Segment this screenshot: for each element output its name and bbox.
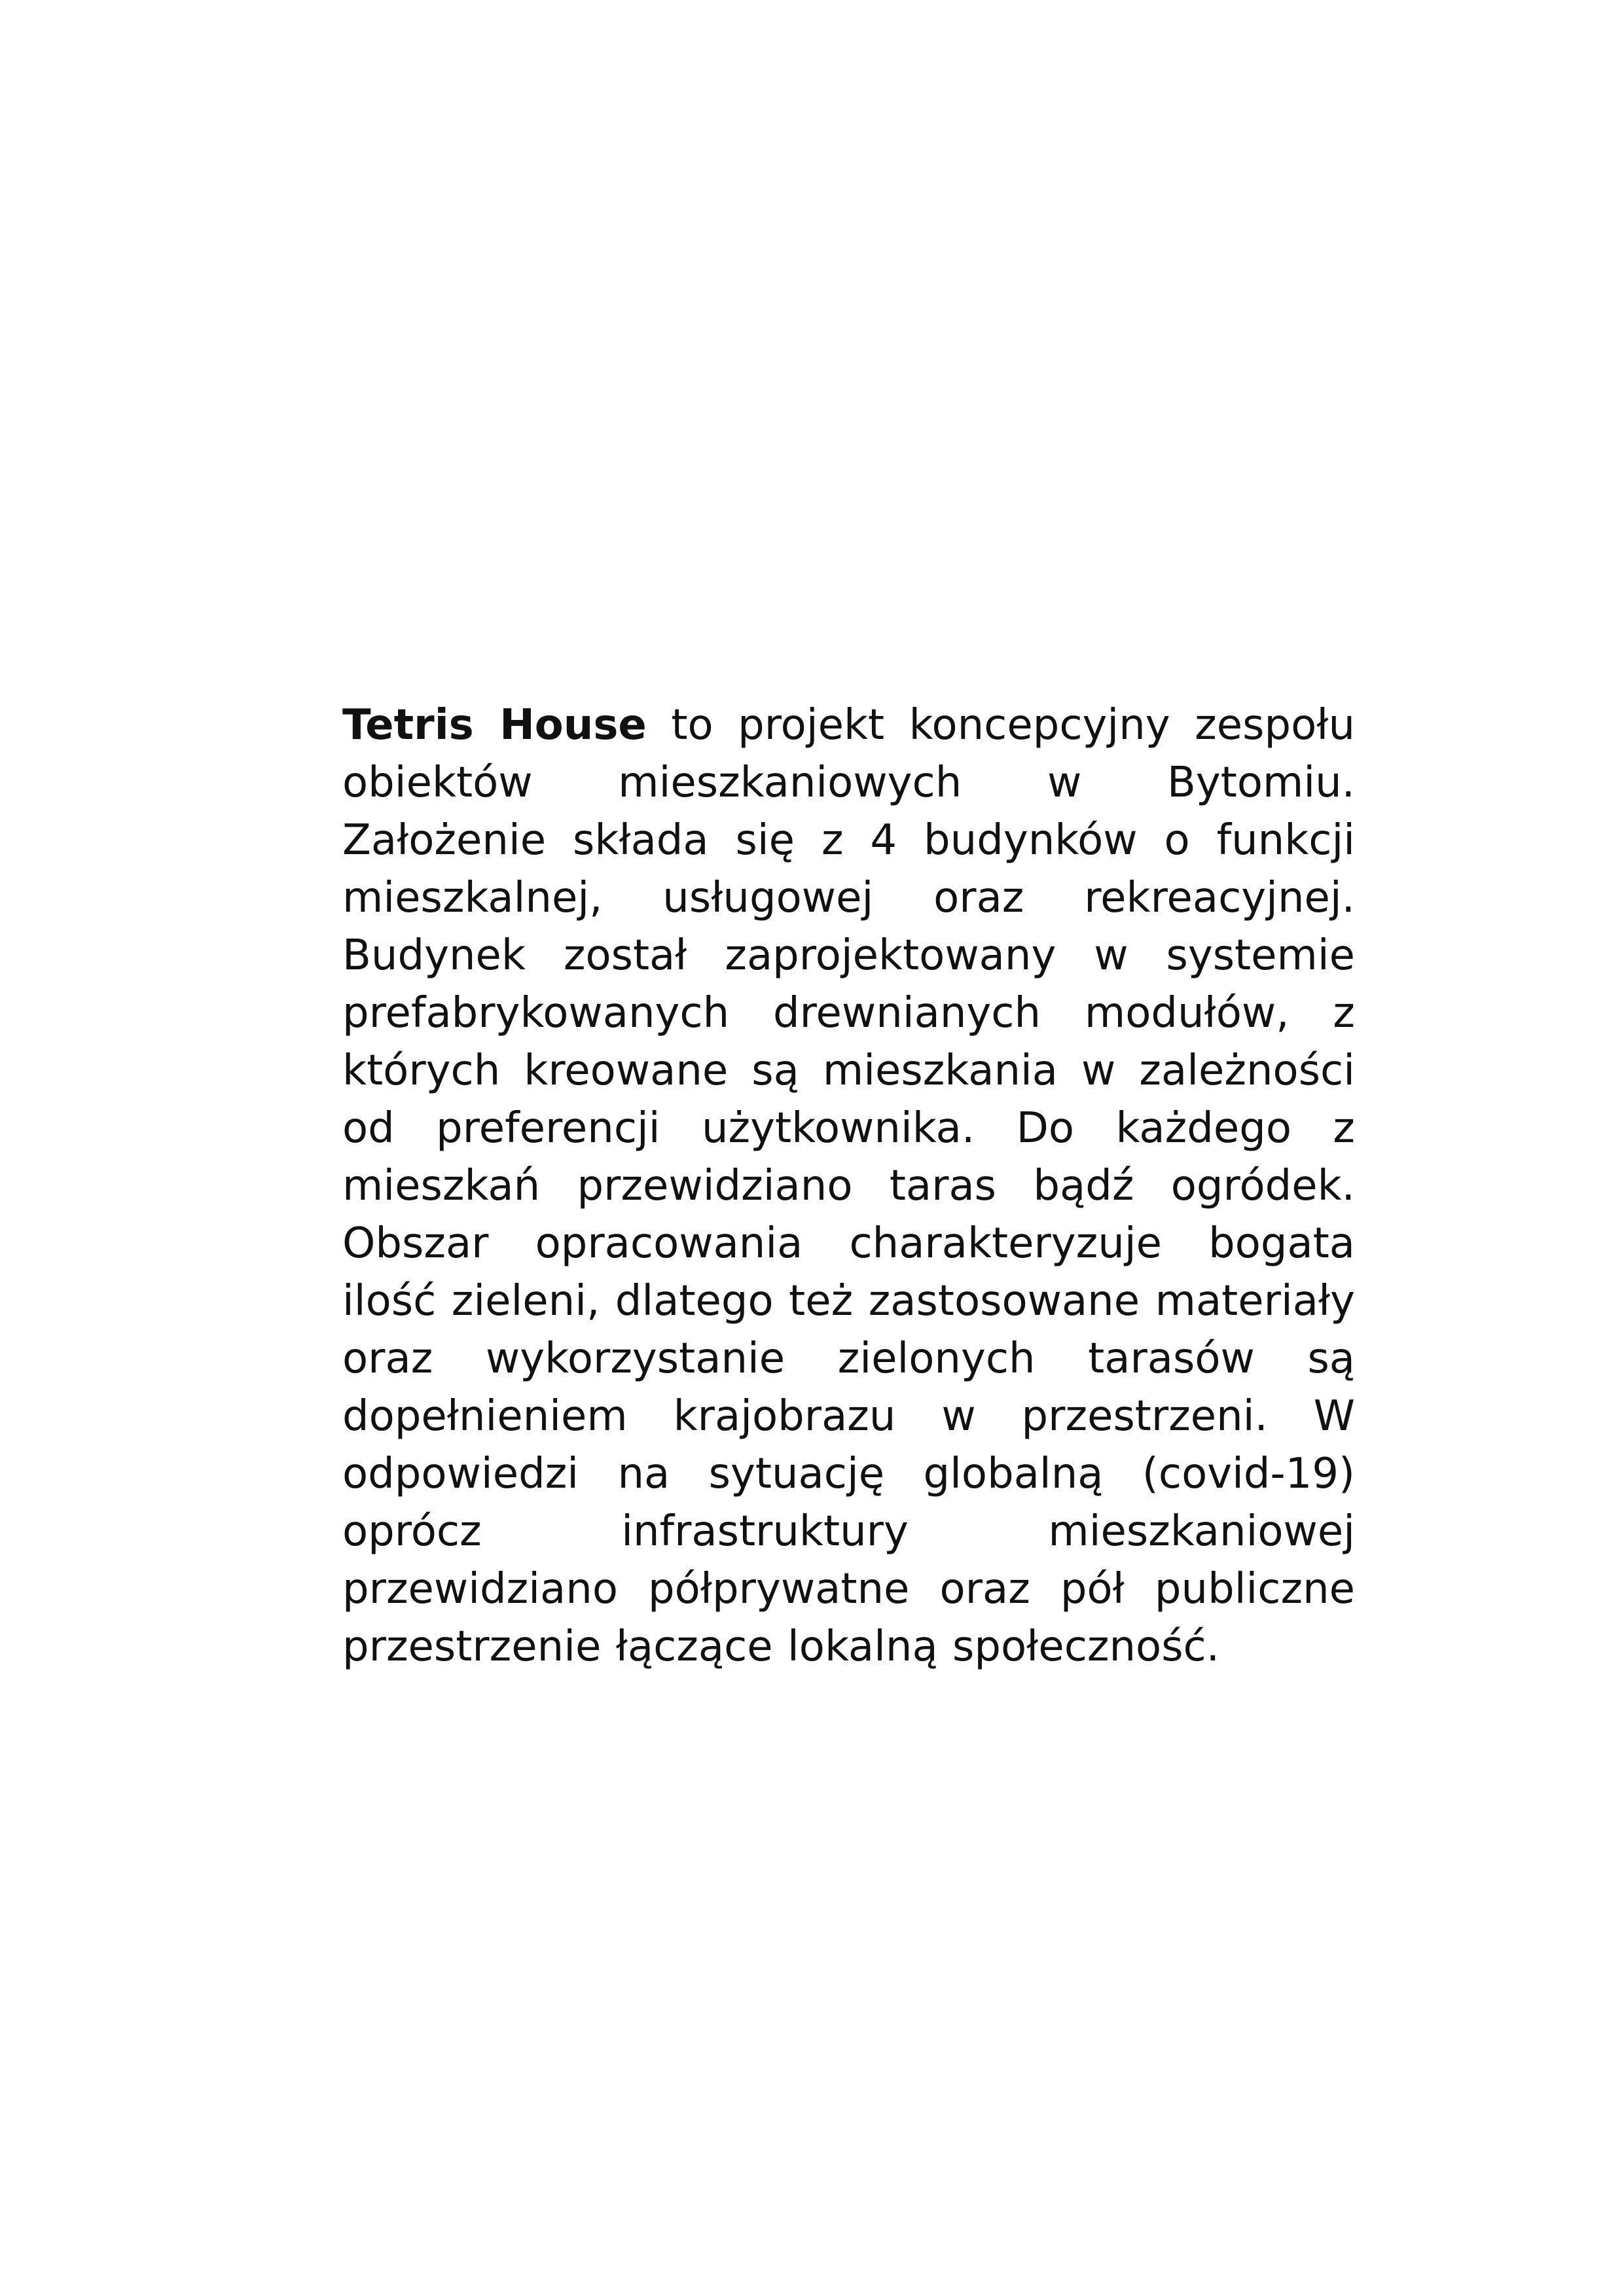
description-paragraph bbox=[342, 696, 1355, 1676]
project-title: Tetris House bbox=[342, 701, 647, 749]
description-text: to projekt koncepcyjny zespołu obiektów mieszkaniowych w Bytomiu. Założenie składa się z 4 budynków o funkcji mieszkalnej, usługowej oraz rekreacyjnej. Budynek został zaprojektowany w systemie prefabrykowanych drewnianych modułów, z których kreowane są mieszkania w zależności od preferencji użytkownika. Do każdego z mieszkań przewidziano taras bądź ogródek. Obszar opracowania charakteryzuje bogata ilość zieleni, dlatego też zastosowane materiały oraz wykorzystanie zielonych tarasów są dopełnieniem krajobrazu w przestrzeni. W odpowiedzi na sytuację globalną (covid-19) oprócz infrastruktury mieszkaniowej przewidziano półprywatne oraz pół publiczne przestrzenie łączące lokalną społeczność. bbox=[342, 701, 1355, 1671]
